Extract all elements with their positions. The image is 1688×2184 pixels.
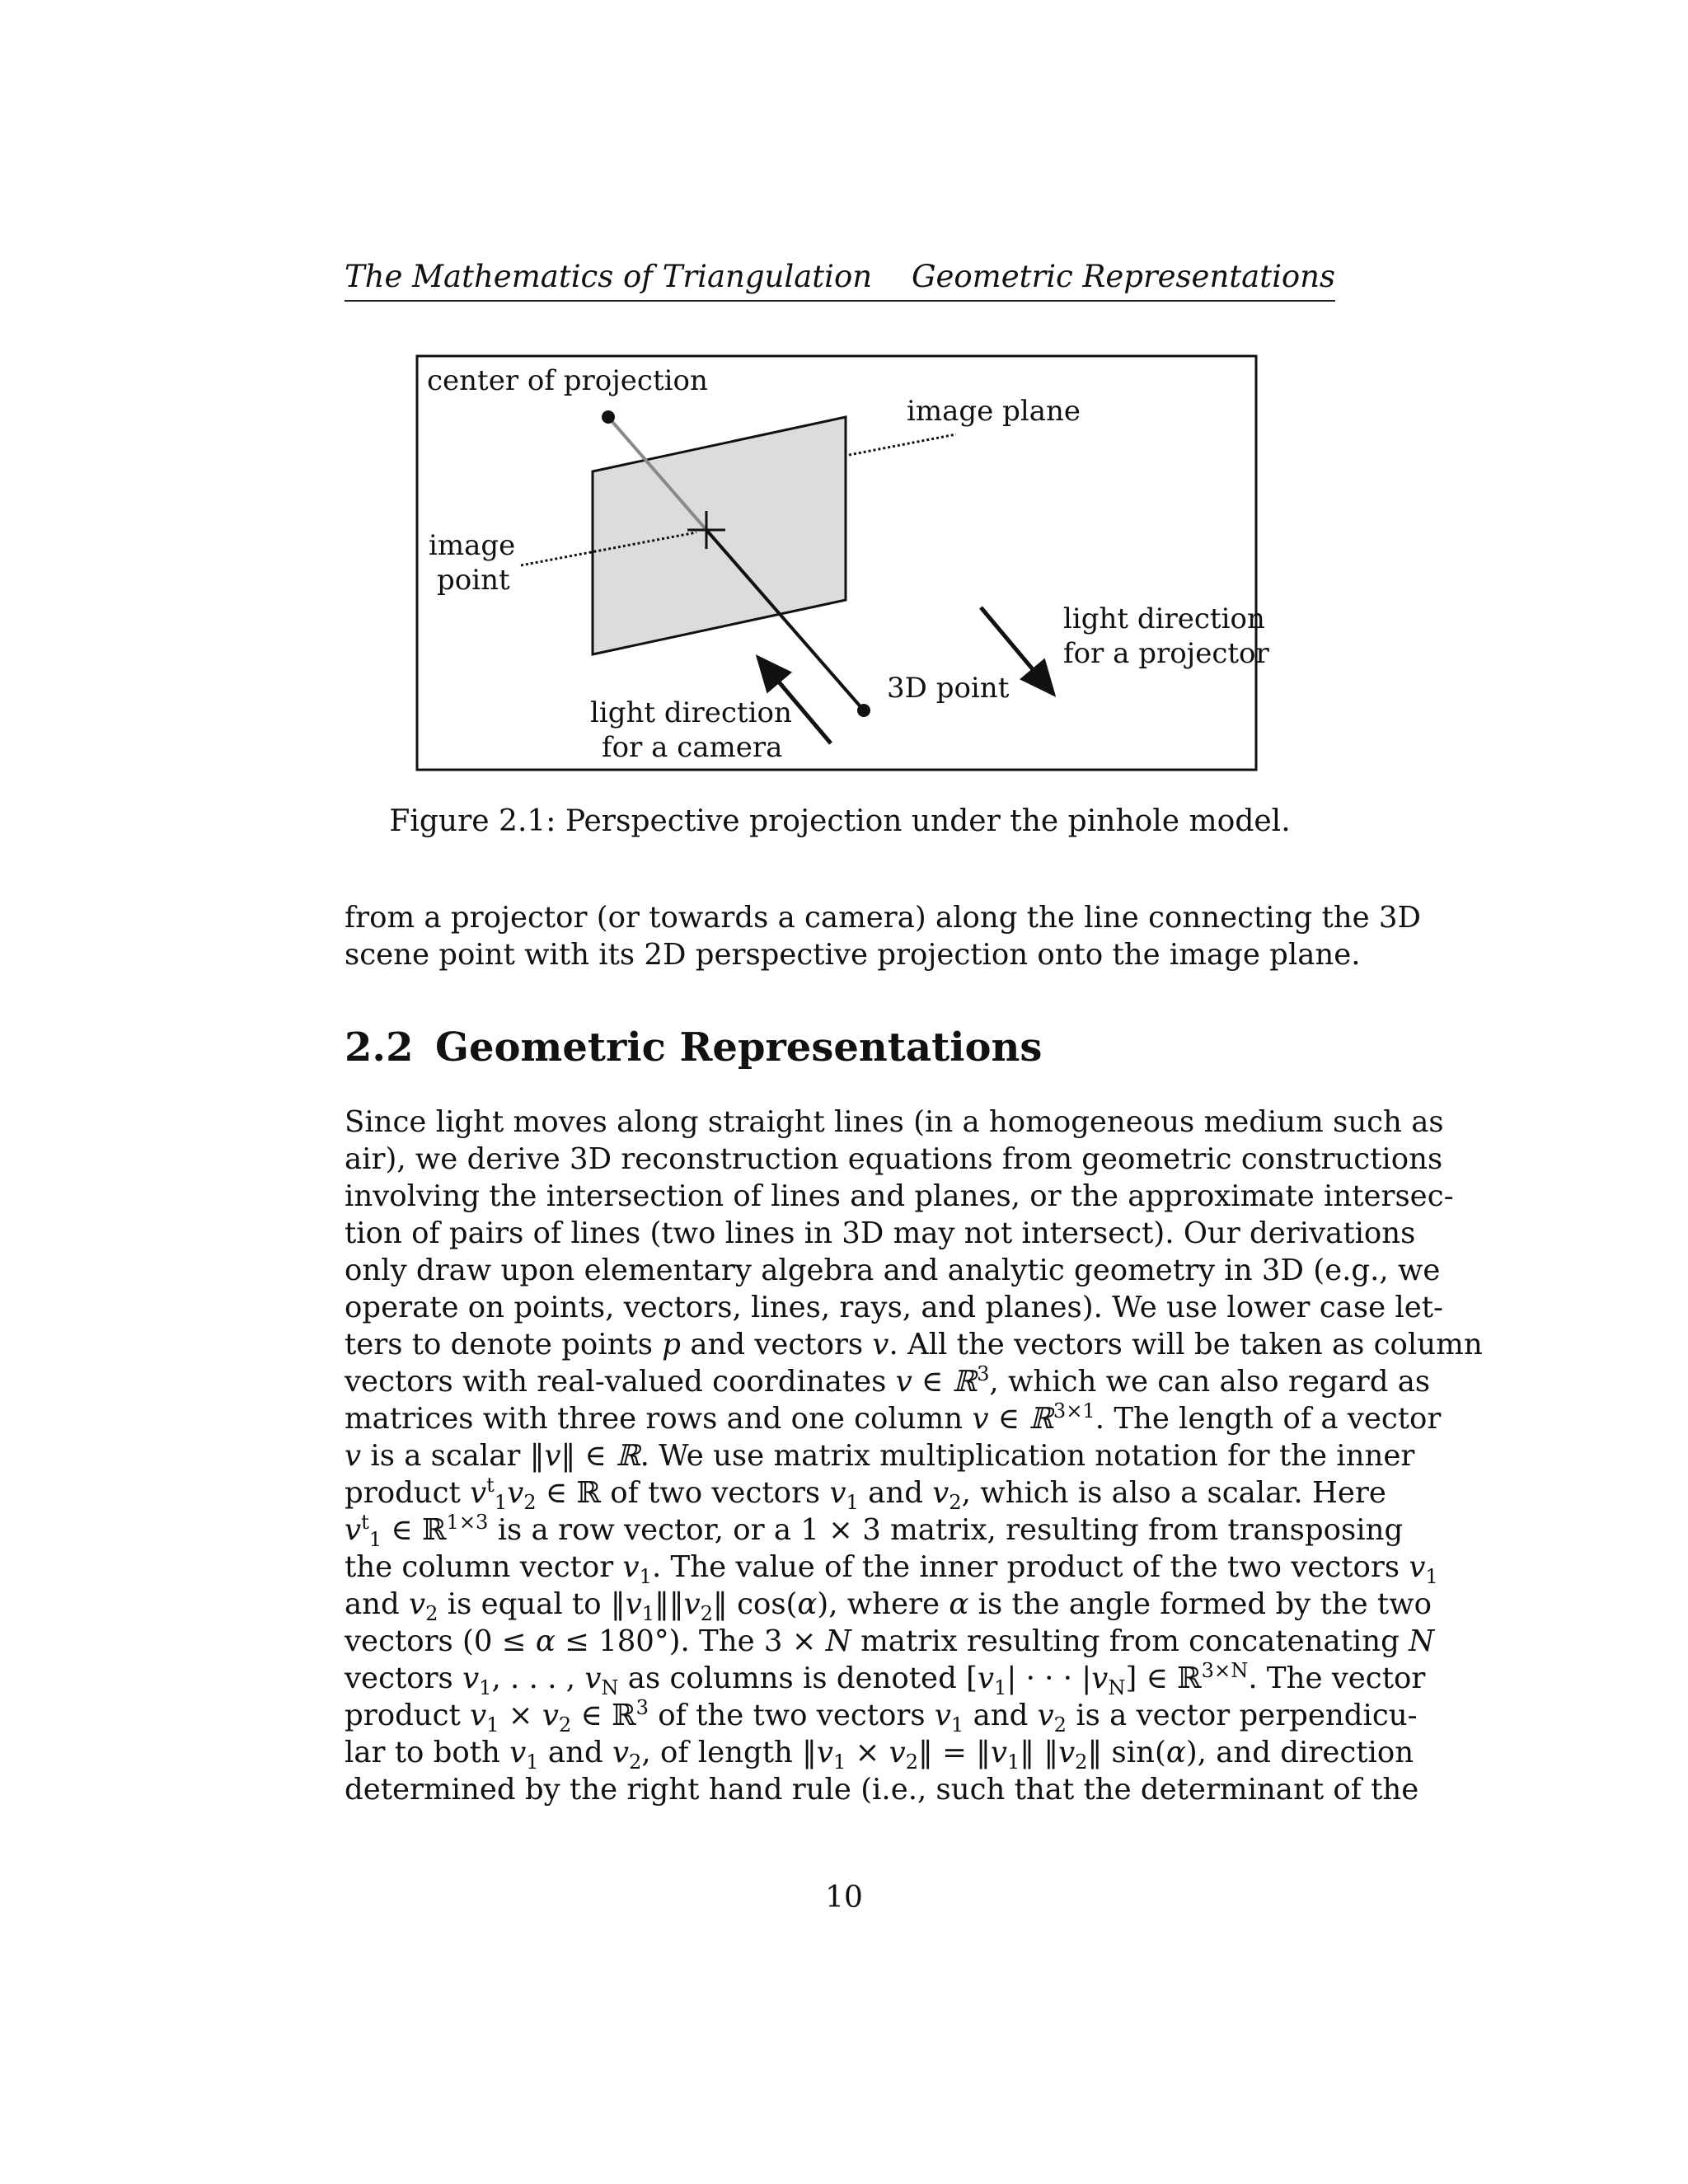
text-line: product $v_1 \times v_2$ ∈ ℝ$^3$ of the two vectors $v_1$ and $v_2$ is a vector perpendicu- xyxy=(345,1696,1418,1737)
body-paragraph xyxy=(345,1104,1483,1808)
text-line: matrices with three rows and one column v ∈ ℝ$^{3\times 1}$. The length of a vector xyxy=(345,1399,1442,1436)
label-light-camera-2: for a camera xyxy=(602,731,783,764)
text-line: lar to both $v_1$ and $v_2$, of length $‖v_1$ × $v_2‖$ = $‖v_1‖$ $‖v_2‖$ sin(α), and direction xyxy=(345,1736,1414,1774)
text-line: Since light moves along straight lines (in a homogeneous medium such as xyxy=(345,1105,1444,1139)
center-of-projection-dot xyxy=(602,410,615,424)
text-line: operate on points, vectors, lines, rays, and planes). We use lower case let- xyxy=(345,1291,1443,1324)
label-image-plane: image plane xyxy=(907,395,1081,428)
image-plane xyxy=(593,417,846,654)
text-line: only draw upon elementary algebra and analytic geometry in 3D (e.g., we xyxy=(345,1254,1441,1287)
label-center-of-projection: center of projection xyxy=(427,364,708,397)
label-image-point-1: image xyxy=(429,529,516,562)
text-line: from a projector (or towards a camera) along the line connecting the 3D xyxy=(345,901,1421,935)
image-plane-leader xyxy=(849,434,956,455)
label-light-projector-1: light direction xyxy=(1063,602,1265,635)
text-line: vectors (0 ≤ α ≤ 180°). The 3 × N matrix resulting from concatenating N xyxy=(345,1624,1435,1658)
intro-paragraph xyxy=(345,899,1421,973)
text-line: v is a scalar ‖v‖ ∈ ℝ. We use matrix multiplication notation for the inner xyxy=(345,1439,1415,1473)
section-number: 2.2 xyxy=(345,1024,414,1071)
text-line: ters to denote points p and vectors v. All the vectors will be taken as column xyxy=(345,1328,1483,1361)
text-line: product $v^t_1v_2$ ∈ ℝ of two vectors $v_1$ and $v_2$, which is also a scalar. Here xyxy=(345,1474,1386,1515)
text-line: vectors with real-valued coordinates v ∈ ℝ$^3$, which we can also regard as xyxy=(345,1362,1431,1399)
text-line: and $v_2$ is equal to $‖v_1‖‖v_2‖$ cos(α), where α is the angle formed by the two xyxy=(345,1587,1432,1626)
label-light-camera-1: light direction xyxy=(590,696,792,729)
label-image-point-2: point xyxy=(437,564,510,597)
3d-point-dot xyxy=(857,704,870,717)
text-line: air), we derive 3D reconstruction equations from geometric constructions xyxy=(345,1142,1443,1176)
section-heading xyxy=(345,1024,1042,1071)
text-line: scene point with its 2D perspective projection onto the image plane. xyxy=(345,938,1361,972)
text-line: tion of pairs of lines (two lines in 3D may not intersect). Our derivations xyxy=(345,1216,1416,1250)
section-title: Geometric Representations xyxy=(435,1024,1043,1071)
text-line: involving the intersection of lines and planes, or the approximate intersec- xyxy=(345,1179,1454,1213)
label-3d-point: 3D point xyxy=(887,672,1010,705)
label-light-projector-2: for a projector xyxy=(1063,637,1269,670)
page-number: 10 xyxy=(825,1881,863,1915)
text-line: the column vector $v_1$. The value of the inner product of the two vectors $v_1$ xyxy=(345,1550,1438,1589)
figure-caption: Figure 2.1: Perspective projection under the pinhole model. xyxy=(389,804,1291,838)
text-line: $v^t_1$ ∈ ℝ$^{1\times 3}$ is a row vector, or a 1 × 3 matrix, resulting from transposing xyxy=(345,1511,1404,1552)
header-section-title: Geometric Representations xyxy=(911,259,1335,294)
text-line: determined by the right hand rule (i.e., such that the determinant of the xyxy=(345,1773,1419,1807)
header-book-title: The Mathematics of Triangulation xyxy=(345,259,873,294)
figure-perspective-projection xyxy=(0,0,1688,824)
text-line: vectors $v_1$, . . . , $v_N$ as columns is denoted [$v_1|$ · · · $|v_N$] ∈ ℝ$^{3\times N}$. The vector xyxy=(345,1659,1426,1700)
